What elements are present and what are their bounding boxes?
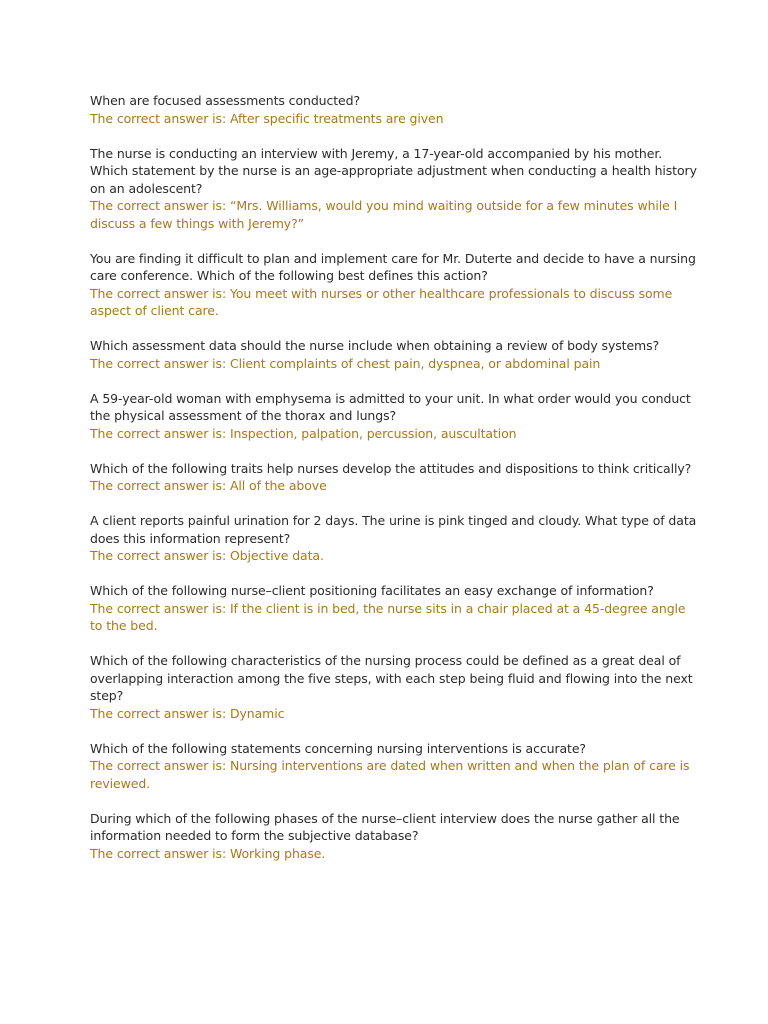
answer-text: The correct answer is: Nursing interventions are dated when written and when the plan of care is reviewed. bbox=[90, 758, 690, 791]
question-text: When are focused assessments conducted? bbox=[90, 93, 361, 108]
question-text: Which of the following nurse–client positioning facilitates an easy exchange of information? bbox=[90, 583, 654, 598]
qa-item-6 bbox=[90, 460, 698, 495]
qa-item-11 bbox=[90, 810, 698, 863]
question-text: Which of the following statements concerning nursing interventions is accurate? bbox=[90, 740, 586, 756]
answer-text: The correct answer is: Inspection, palpation, percussion, auscultation bbox=[90, 425, 517, 441]
qa-item-9 bbox=[90, 652, 698, 722]
qa-item-1 bbox=[90, 92, 698, 127]
answer-text: The correct answer is: After specific treatments are given bbox=[90, 110, 444, 126]
qa-item-5 bbox=[90, 390, 698, 443]
answer-text: The correct answer is: Working phase. bbox=[90, 845, 326, 861]
qa-item-8 bbox=[90, 582, 698, 635]
qa-item-4 bbox=[90, 337, 698, 372]
qa-item-7 bbox=[90, 512, 698, 565]
question-text: You are finding it difficult to plan and implement care for Mr. Duterte and decide to have a nursing care conference. Which of the following best defines this action? bbox=[90, 250, 696, 283]
question-text: Which of the following traits help nurses develop the attitudes and dispositions to think critically? bbox=[90, 460, 692, 476]
qa-item-3 bbox=[90, 250, 698, 320]
question-text: Which assessment data should the nurse include when obtaining a review of body systems? bbox=[90, 338, 660, 353]
answer-text: The correct answer is: Client complaints of chest pain, dyspnea, or abdominal pain bbox=[90, 355, 601, 371]
answer-text: The correct answer is: You meet with nurses or other healthcare professionals to discuss some aspect of client care. bbox=[90, 285, 673, 318]
answer-text: The correct answer is: If the client is in bed, the nurse sits in a chair placed at a 45-degree angle to the bed. bbox=[90, 600, 686, 633]
answer-text: The correct answer is: “Mrs. Williams, would you mind waiting outside for a few minutes while I discuss a few things with Jeremy?” bbox=[90, 198, 678, 231]
answer-text: The correct answer is: Dynamic bbox=[90, 705, 285, 721]
question-text: A 59-year-old woman with emphysema is admitted to your unit. In what order would you conduct the physical assessment of the thorax and lungs? bbox=[90, 390, 691, 423]
question-text: The nurse is conducting an interview with Jeremy, a 17-year-old accompanied by his mother. Which statement by the nurse is an age-appropriate adjustment when conducting a health history on an adolescent? bbox=[90, 145, 697, 196]
qa-item-10 bbox=[90, 740, 698, 793]
question-text: A client reports painful urination for 2 days. The urine is pink tinged and cloudy. What type of data does this information represent? bbox=[90, 513, 697, 546]
question-text: Which of the following characteristics of the nursing process could be defined as a great deal of overlapping interaction among the five steps, with each step being fluid and flowing into the next step? bbox=[90, 653, 693, 703]
question-text: During which of the following phases of the nurse–client interview does the nurse gather all the information needed to form the subjective database? bbox=[90, 810, 680, 843]
answer-text: The correct answer is: Objective data. bbox=[90, 548, 324, 563]
qa-item-2 bbox=[90, 145, 698, 233]
answer-text: The correct answer is: All of the above bbox=[90, 478, 327, 493]
